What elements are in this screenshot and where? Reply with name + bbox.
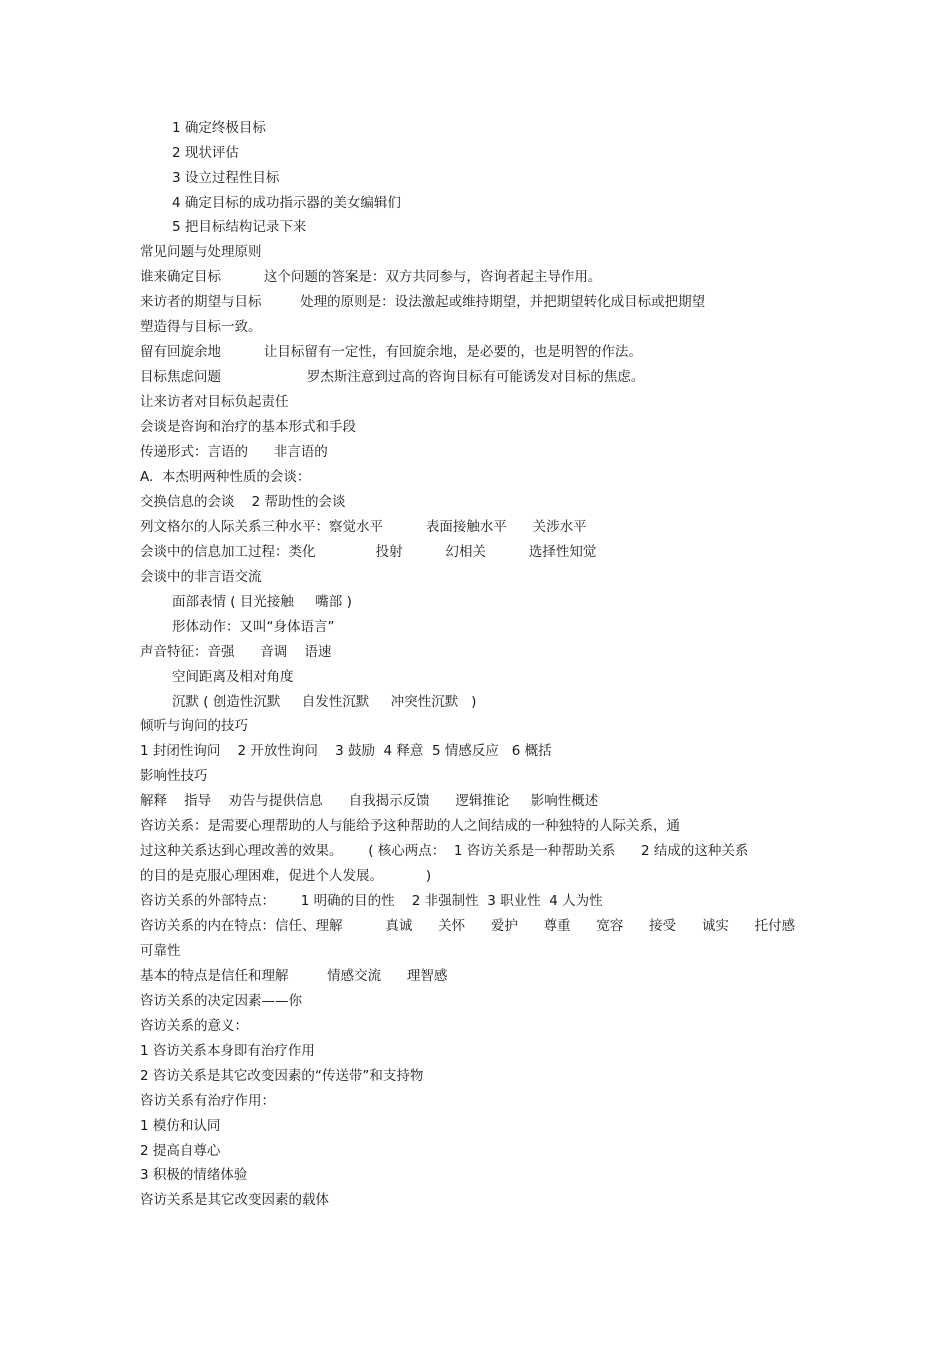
text-line: 5 把目标结构记录下来 (172, 219, 307, 235)
text-line: 交换信息的会谈 2 帮助性的会谈 (140, 494, 346, 510)
text-line: 3 设立过程性目标 (172, 170, 280, 186)
text-line: 咨访关系的外部特点： 1 明确的目的性 2 非强制性 3 职业性 4 人为性 (140, 893, 603, 909)
text-line: 塑造得与目标一致。 (140, 319, 262, 335)
text-line: 来访者的期望与目标 处理的原则是：设法激起或维持期望，并把期望转化成目标或把期望 (140, 294, 706, 310)
text-line: 会谈中的信息加工过程：类化 投射 幻相关 选择性知觉 (140, 544, 597, 560)
text-line: 1 咨访关系本身即有治疗作用 (140, 1043, 315, 1059)
text-line: 留有回旋余地 让目标留有一定性，有回旋余地，是必要的，也是明智的作法。 (140, 344, 642, 360)
text-line: 2 现状评估 (172, 145, 239, 161)
text-line: 咨访关系的决定因素——你 (140, 993, 302, 1009)
text-line: 空间距离及相对角度 (172, 669, 294, 685)
text-line: 让来访者对目标负起责任 (140, 394, 289, 410)
text-line: 咨访关系是其它改变因素的载体 (140, 1192, 329, 1208)
text-line: 1 封闭性询问 2 开放性询问 3 鼓励 4 释意 5 情感反应 6 概括 (140, 743, 552, 759)
text-line: 谁来确定目标 这个问题的答案是：双方共同参与，咨询者起主导作用。 (140, 269, 602, 285)
text-line: 声音特征：音强 音调 语速 (140, 644, 332, 660)
text-line: 咨访关系的意义： (140, 1018, 248, 1034)
text-line: 可靠性 (140, 943, 181, 959)
text-line: 咨访关系的内在特点：信任、理解 真诚 关怀 爱护 尊重 宽容 接受 诚实 托付感 (140, 918, 796, 934)
text-line: 2 提高自尊心 (140, 1143, 221, 1159)
text-line: 列文格尔的人际关系三种水平：察觉水平 表面接触水平 关涉水平 (140, 519, 587, 535)
text-line: 解释 指导 劝告与提供信息 自我揭示反馈 逻辑推论 影响性概述 (140, 793, 599, 809)
text-line: 咨访关系：是需要心理帮助的人与能给予这种帮助的人之间结成的一种独特的人际关系，通 (140, 818, 680, 834)
text-line: 形体动作：又叫“身体语言” (172, 619, 335, 635)
text-line: 2 咨访关系是其它改变因素的“传送带”和支持物 (140, 1068, 424, 1084)
text-line: 会谈是咨询和治疗的基本形式和手段 (140, 419, 356, 435)
text-line: 的目的是克服心理困难，促进个人发展。 ) (140, 868, 432, 884)
text-line: 传递形式：言语的 非言语的 (140, 444, 328, 460)
text-line: A. 本杰明两种性质的会谈： (140, 469, 311, 485)
text-line: 咨访关系有治疗作用： (140, 1093, 275, 1109)
text-line: 1 确定终极目标 (172, 120, 266, 136)
text-line: 3 积极的情绪体验 (140, 1167, 248, 1183)
text-line: 目标焦虑问题 罗杰斯注意到过高的咨询目标有可能诱发对目标的焦虑。 (140, 369, 645, 385)
text-line: 1 模仿和认同 (140, 1118, 221, 1134)
text-line: 基本的特点是信任和理解 情感交流 理智感 (140, 968, 448, 984)
text-line: 倾听与询问的技巧 (140, 718, 248, 734)
text-line: 4 确定目标的成功指示器的美女编辑们 (172, 195, 401, 211)
text-line: 会谈中的非言语交流 (140, 569, 262, 585)
text-line: 影响性技巧 (140, 768, 208, 784)
text-line: 面部表情 ( 目光接触 嘴部 ) (172, 594, 352, 610)
section-heading: 常见问题与处理原则 (140, 244, 262, 260)
text-line: 过这种关系达到心理改善的效果。 ( 核心两点： 1 咨访关系是一种帮助关系 2 结成的这种关系 (140, 843, 749, 859)
text-line: 沉默 ( 创造性沉默 自发性沉默 冲突性沉默 ) (172, 694, 477, 710)
